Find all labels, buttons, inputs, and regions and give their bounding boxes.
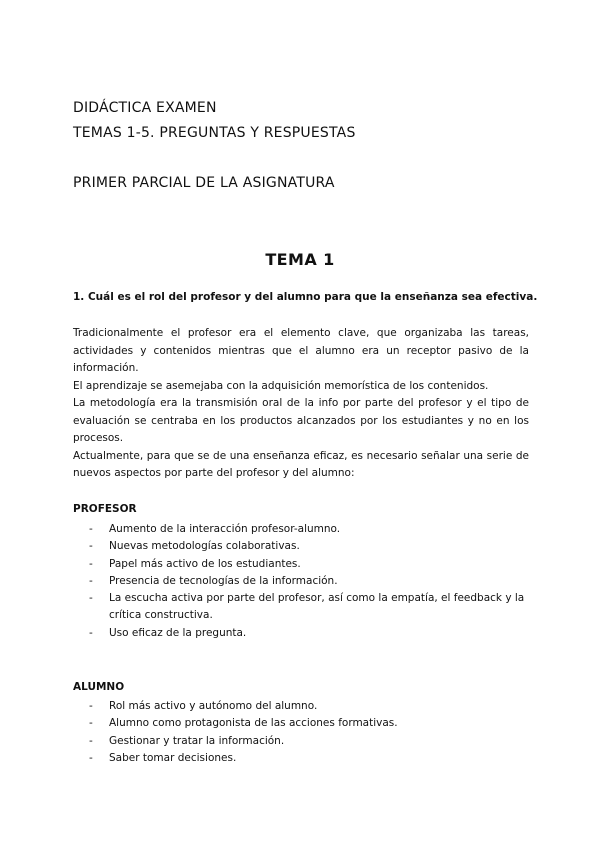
bullet-marker: - xyxy=(89,717,93,730)
document-subtitle-temas: TEMAS 1-5. PREGUNTAS Y RESPUESTAS xyxy=(73,125,356,141)
answer-body xyxy=(73,325,529,483)
question-heading: 1. Cuál es el rol del profesor y del alumno para que la enseñanza sea efectiva. xyxy=(73,291,538,303)
list-item: - Gestionar y tratar la información. xyxy=(73,733,529,750)
bullet-marker: - xyxy=(89,540,93,553)
profesor-list xyxy=(73,521,529,642)
list-item: - La escucha activa por parte del profesor, así como la empatía, el feedback y la crítica constructiva. xyxy=(89,592,525,622)
document-title: DIDÁCTICA EXAMEN xyxy=(73,100,217,116)
bullet-marker: - xyxy=(89,523,93,535)
section-label-profesor: PROFESOR xyxy=(73,503,137,515)
bullet-marker: - xyxy=(89,574,93,587)
paragraph: Tradicionalmente el profesor era el elemento clave, que organizaba las tareas, actividades y contenidos mientras que el alumno era un receptor pasivo de la información. xyxy=(73,327,529,374)
list-item: - Aumento de la interacción profesor-alumno. xyxy=(73,521,529,538)
document-subtitle-parcial: PRIMER PARCIAL DE LA ASIGNATURA xyxy=(73,175,335,191)
list-item: - Uso eficaz de la pregunta. xyxy=(73,625,529,642)
list-item: - Saber tomar decisiones. xyxy=(73,750,529,767)
paragraph: La metodología era la transmisión oral de la info por parte del profesor y el tipo de evaluación se centraba en los productos alcanzados por los estudiantes y no en los procesos. xyxy=(73,397,529,444)
bullet-marker: - xyxy=(89,700,93,712)
section-label-alumno: ALUMNO xyxy=(73,681,125,693)
paragraph: Actualmente, para que se de una enseñanza eficaz, es necesario señalar una serie de nuevos aspectos por parte del profesor y del alumno: xyxy=(73,449,529,479)
list-item: - Rol más activo y autónomo del alumno. xyxy=(73,698,529,715)
bullet-marker: - xyxy=(89,592,93,605)
paragraph: El aprendizaje se asemejaba con la adquisición memorística de los contenidos. xyxy=(73,379,489,392)
alumno-list xyxy=(73,698,529,767)
bullet-marker: - xyxy=(89,557,93,570)
list-item: - Nuevas metodologías colaborativas. xyxy=(73,538,529,555)
bullet-marker: - xyxy=(89,734,93,747)
bullet-marker: - xyxy=(89,751,93,764)
list-item: - Presencia de tecnologías de la información. xyxy=(73,573,529,590)
tema-heading: TEMA 1 xyxy=(265,250,335,269)
list-item: - Papel más activo de los estudiantes. xyxy=(73,556,529,573)
bullet-marker: - xyxy=(89,626,93,639)
list-item: - Alumno como protagonista de las acciones formativas. xyxy=(73,715,529,732)
